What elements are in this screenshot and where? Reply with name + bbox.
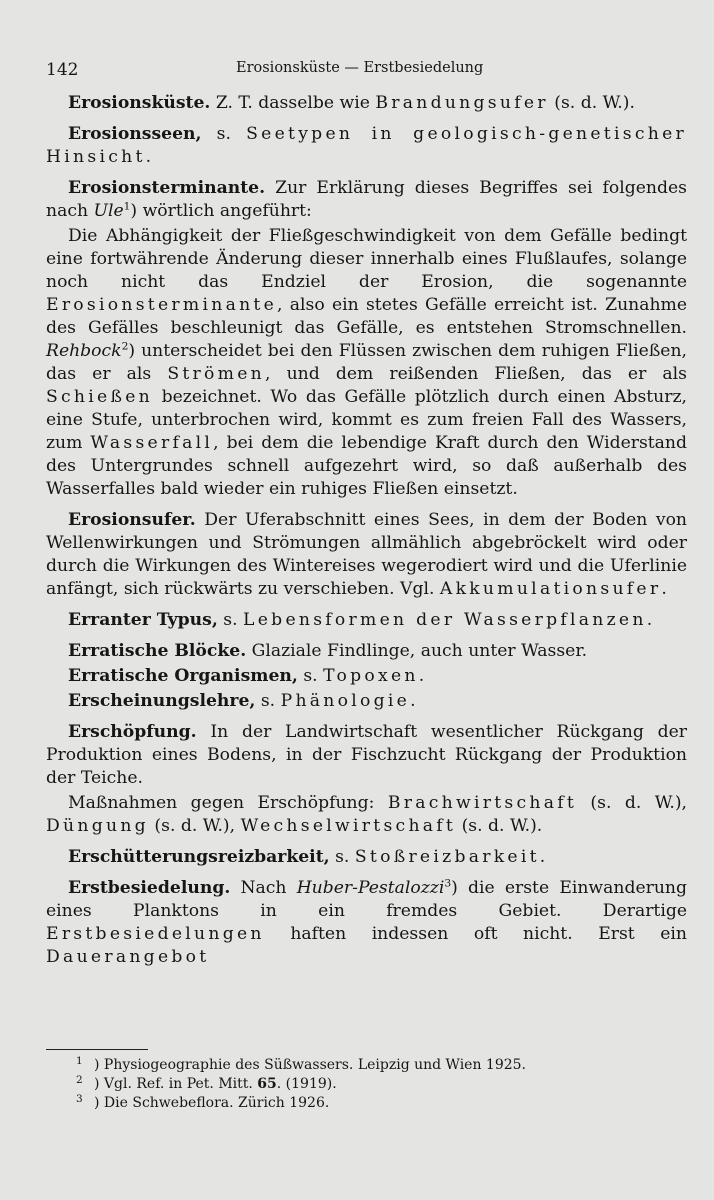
cross-reference: Phänologie — [280, 691, 411, 711]
entry-text: s. — [297, 666, 324, 686]
footnote-2: 2 ) Vgl. Ref. in Pet. Mitt. 65. (1919). — [76, 1074, 337, 1092]
entry-text: . — [661, 579, 667, 599]
entry-term: Erratische Blöcke. — [68, 641, 247, 661]
entry-text: (s. d. W.), — [577, 793, 688, 813]
cross-reference: Stoßreizbarkeit — [354, 847, 540, 867]
entry-text: bezeichnet. Wo das Gefälle plötzlich durch einen Absturz, eine Stufe, unterbrochen wird, kommt es zum freien Fall des Wassers, zum — [46, 387, 687, 453]
entry-text: s. — [255, 691, 281, 711]
entry-text: (s. d. W.). — [548, 93, 635, 113]
entry-text: haften indessen oft nicht. Erst ein — [264, 924, 687, 944]
page-header — [46, 58, 674, 82]
page-number: 142 — [46, 60, 79, 80]
entry-term: Erosionsseen, — [68, 124, 202, 144]
author-name: Huber-Pestalozzi — [296, 878, 445, 898]
entry-erosionsufer — [46, 509, 687, 601]
entry-text: . — [418, 666, 425, 686]
footnote-text: ) Vgl. Ref. in Pet. Mitt. — [94, 1076, 258, 1092]
entry-text: Glaziale Findlinge, auch unter Wasser. — [246, 641, 588, 661]
entry-text: ) wörtlich angeführt: — [130, 201, 312, 221]
cross-reference: Düngung — [46, 816, 149, 836]
entry-term: Erschütterungsreizbarkeit, — [68, 847, 330, 867]
author-name: Ule — [93, 201, 124, 221]
entry-text: In der Landwirtschaft wesentlicher Rückgang der Produktion eines Bodens, in der Fischzucht Rückgang der Produktion der Teiche. — [46, 722, 687, 788]
entry-text: (s. d. W.). — [456, 816, 543, 836]
entry-erschoepfung-measures — [46, 792, 687, 838]
footnote-divider — [46, 1049, 148, 1050]
emphasized-term: Erstbesiedelungen — [46, 924, 265, 944]
running-title: Erosionsküste — Erstbesiedelung — [236, 60, 484, 76]
entry-term: Erosionsküste. — [68, 93, 211, 113]
entry-term: Erschöpfung. — [68, 722, 197, 742]
entry-term: Erscheinungslehre, — [68, 691, 256, 711]
entry-text: . — [646, 610, 653, 630]
emphasized-term: Erosionsterminante — [46, 295, 278, 315]
footnote-marker: 3 — [444, 876, 452, 890]
entry-erosionsterminante — [46, 177, 687, 223]
footnote-volume: 65 — [257, 1076, 277, 1092]
emphasized-term: Dauerangebot — [46, 947, 210, 967]
entry-text: ) die erste Einwanderung eines Planktons in ein fremdes Gebiet. Derartige — [46, 878, 687, 921]
entry-erosionsseen — [46, 123, 687, 169]
author-name: Rehbock — [46, 341, 122, 361]
footnote-text: ) Die Schwebeflora. Zürich 1926. — [94, 1095, 330, 1111]
entry-text: . — [410, 691, 416, 711]
entry-text: (s. d. W.), — [148, 816, 241, 836]
entry-text: . — [539, 847, 546, 867]
footnote-marker: 2 — [121, 339, 129, 353]
entry-term: Erosionsterminante. — [68, 178, 266, 198]
emphasized-term: Schießen — [46, 387, 154, 407]
cross-reference: Brachwirtschaft — [387, 793, 578, 813]
entry-erosionskueste — [46, 92, 687, 115]
entry-term: Erstbesiedelung. — [68, 878, 231, 898]
cross-reference: Akkumulationsufer — [439, 579, 662, 599]
cross-reference: Brandungsufer — [375, 93, 549, 113]
entry-text: , bei dem die lebendige Kraft durch den Widerstand des Untergrundes schnell aufgezehrt wird, so daß außerhalb des Wasserfalles bald wieder ein ruhiges Fließen einsetzt. — [46, 433, 688, 499]
footnote-3: 3 ) Die Schwebeflora. Zürich 1926. — [76, 1093, 330, 1111]
emphasized-term: Strömen — [167, 364, 266, 384]
entry-text: Die Abhängigkeit der Fließgeschwindigkeit von dem Gefälle bedingt eine fortwährende Änderung dieser innerhalb eines Flußlaufes, solange noch nicht das Endziel der Erosion, die sogenannte — [46, 226, 687, 292]
entry-text: Z. T. dasselbe wie — [210, 93, 376, 113]
footnote-1: 1 ) Physiogeographie des Süßwassers. Leipzig und Wien 1925. — [76, 1055, 527, 1073]
entry-term: Erratische Organismen, — [68, 666, 298, 686]
cross-reference: Wechselwirtschaft — [240, 816, 457, 836]
footnote-text: . (1919). — [276, 1076, 337, 1092]
entry-erstbesiedelung — [46, 877, 687, 969]
entry-text: Maßnahmen gegen Erschöpfung: — [68, 793, 388, 813]
entry-term: Erranter Typus, — [68, 610, 218, 630]
entry-text: s. — [217, 610, 244, 630]
footnote-marker: 1 — [123, 199, 131, 213]
cross-reference: Seetypen in geologisch-genetischer Hinsicht — [46, 124, 687, 167]
entry-erosionsterminante-quote — [46, 225, 687, 501]
entry-erscheinungslehre — [46, 690, 687, 713]
entry-text: , also ein stetes Gefälle erreicht ist. Zunahme des Gefälles beschleunigt das Gefälle, es entstehen Stromschnellen. — [46, 295, 687, 338]
cross-reference: Lebensformen der Wasserpflanzen — [243, 610, 647, 630]
entry-text: Zur Erklärung dieses Begriffes sei folgendes nach — [46, 178, 687, 221]
dictionary-entries — [46, 92, 687, 977]
cross-reference: Topoxen — [323, 666, 419, 686]
entry-term: Erosionsufer. — [68, 510, 196, 530]
entry-text: Der Uferabschnitt eines Sees, in dem der Boden von Wellenwirkungen und Strömungen allmählich abgebröckelt wird oder durch die Wirkungen des Wintereises wegerodiert wird und die Uferlinie anfängt, sich rückwärts zu verschieben. Vgl. — [46, 510, 687, 599]
entry-erratische-bloecke — [46, 640, 687, 663]
footnotes — [76, 1055, 694, 1113]
entry-text: s. — [329, 847, 355, 867]
entry-text: s. — [201, 124, 247, 144]
entry-text: , und dem reißenden Fließen, das er als — [265, 364, 687, 384]
entry-erschoepfung — [46, 721, 687, 790]
footnote-text: ) Physiogeographie des Süßwassers. Leipzig und Wien 1925. — [94, 1057, 527, 1073]
entry-text: Nach — [230, 878, 297, 898]
entry-erschuetterungsreizbarkeit — [46, 846, 687, 869]
emphasized-term: Wasserfall — [90, 433, 214, 453]
entry-text: . — [145, 147, 152, 167]
entry-erranter-typus — [46, 609, 687, 632]
entry-erratische-organismen — [46, 665, 687, 688]
entry-text: ) unterscheidet bei den Flüssen zwischen dem ruhigen Fließen, das er als — [46, 341, 687, 384]
